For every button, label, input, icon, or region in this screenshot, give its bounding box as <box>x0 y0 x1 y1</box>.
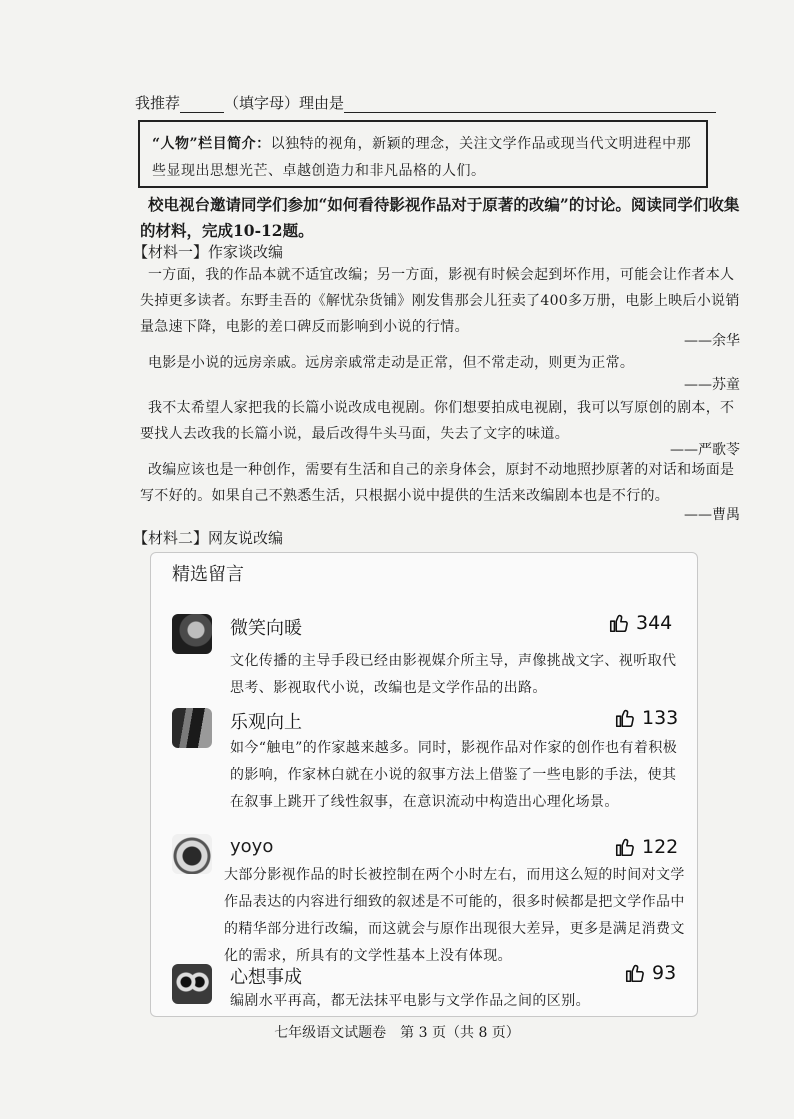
author-yuhua: ——余华 <box>684 333 740 349</box>
quote-yangeling: 我不太希望人家把我的长篇小说改成电视剧。你们想要拍成电视剧，我可以写原创的剧本，不要找人去改我的长篇小说，最后改得牛头马面，失去了文字的味道。 <box>140 400 735 442</box>
author-sutong: ——苏童 <box>684 377 740 393</box>
like-count: 93 <box>652 962 677 984</box>
material-2-title: 【材料二】网友说改编 <box>133 529 284 547</box>
like-count: 344 <box>636 612 673 634</box>
recommend-paren: （填字母）理由是 <box>224 94 345 112</box>
thumbs-up-icon[interactable] <box>614 836 636 858</box>
letter-blank[interactable] <box>180 96 224 113</box>
reason-blank[interactable] <box>344 96 716 113</box>
comment-4-text: 编剧水平再高，都无法抹平电影与文学作品之间的区别。 <box>230 993 590 1009</box>
comment-2-likes[interactable] <box>614 707 678 729</box>
column-intro-box <box>138 120 708 188</box>
task-line-2: 的材料，完成10-12题。 <box>140 221 314 240</box>
comment-1-text: 文化传播的主导手段已经由影视媒介所主导，声像挑战文字、视听取代思考、影视取代小说，改编也是文学作品的出路。 <box>230 653 677 696</box>
author-yangeling: ——严歌苓 <box>670 442 740 458</box>
quote-yuhua: 一方面，我的作品本就不适宜改编；另一方面，影视有时候会起到坏作用，可能会让作者本人失掉更多读者。东野圭吾的《解忧杂货铺》刚发售那会儿狂卖了400多万册，电影上映后小说销量急速下降，电影的差口碑反而影响到小说的行情。 <box>140 267 740 335</box>
like-count: 133 <box>642 707 679 729</box>
comment-3-text: 大部分影视作品的时长被控制在两个小时左右，而用这么短的时间对文学作品表达的内容进行细致的叙述是不可能的，很多时候都是把文学作品中的精华部分进行改编，而这就会与原作出现很大差异，更多是满足消费文化的需求，所具有的文学性基本上没有体现。 <box>224 867 685 964</box>
intro-text: 以独特的视角，新颖的理念，关注文学作品或现当代文明进程中那些显现出思想光芒、卓越创造力和非凡品格的人们。 <box>152 136 692 179</box>
comment-3-likes[interactable] <box>614 836 678 858</box>
avatar[interactable] <box>172 614 212 654</box>
comment-4-nick[interactable]: 心想事成 <box>230 967 302 988</box>
recommend-lead: 我推荐 <box>135 94 181 112</box>
comment-3-nick[interactable]: yoyo <box>230 836 274 857</box>
like-count: 122 <box>642 836 679 858</box>
comment-4-likes[interactable] <box>624 962 676 984</box>
task-instruction <box>140 192 740 244</box>
task-line-1: 校电视台邀请同学们参加“如何看待影视作品对于原著的改编”的讨论。阅读同学们收集 <box>148 195 740 214</box>
recommend-row <box>135 92 716 113</box>
quote-sutong: 电影是小说的远房亲戚。远房亲戚常走动是正常，但不常走动，则更为正常。 <box>148 355 635 371</box>
thumbs-up-icon[interactable] <box>614 707 636 729</box>
panel-title: 精选留言 <box>172 564 244 585</box>
avatar[interactable] <box>172 964 212 1004</box>
avatar[interactable] <box>172 708 212 748</box>
intro-label: “人物”栏目简介： <box>152 136 271 152</box>
comment-2-text: 如今“触电”的作家越来越多。同时，影视作品对作家的创作也有着积极的影响，作家林白就在小说的叙事方法上借鉴了一些电影的手法，使其在叙事上跳开了线性叙事，在意识流动中构造出心理化场景。 <box>230 740 678 810</box>
material-1-title: 【材料一】作家谈改编 <box>133 243 284 261</box>
thumbs-up-icon[interactable] <box>608 612 630 634</box>
avatar[interactable] <box>172 834 212 874</box>
thumbs-up-icon[interactable] <box>624 962 646 984</box>
quote-caoyu: 改编应该也是一种创作，需要有生活和自己的亲身体会，原封不动地照抄原著的对话和场面是写不好的。如果自己不熟悉生活，只根据小说中提供的生活来改编剧本也是不行的。 <box>140 462 735 504</box>
comment-1-likes[interactable] <box>608 612 672 634</box>
author-caoyu: ——曹禺 <box>684 507 740 523</box>
comment-1-nick[interactable]: 微笑向暖 <box>230 618 302 639</box>
page-footer: 七年级语文试题卷 第 3 页（共 8 页） <box>274 1025 520 1041</box>
comment-2-nick[interactable]: 乐观向上 <box>230 712 302 733</box>
